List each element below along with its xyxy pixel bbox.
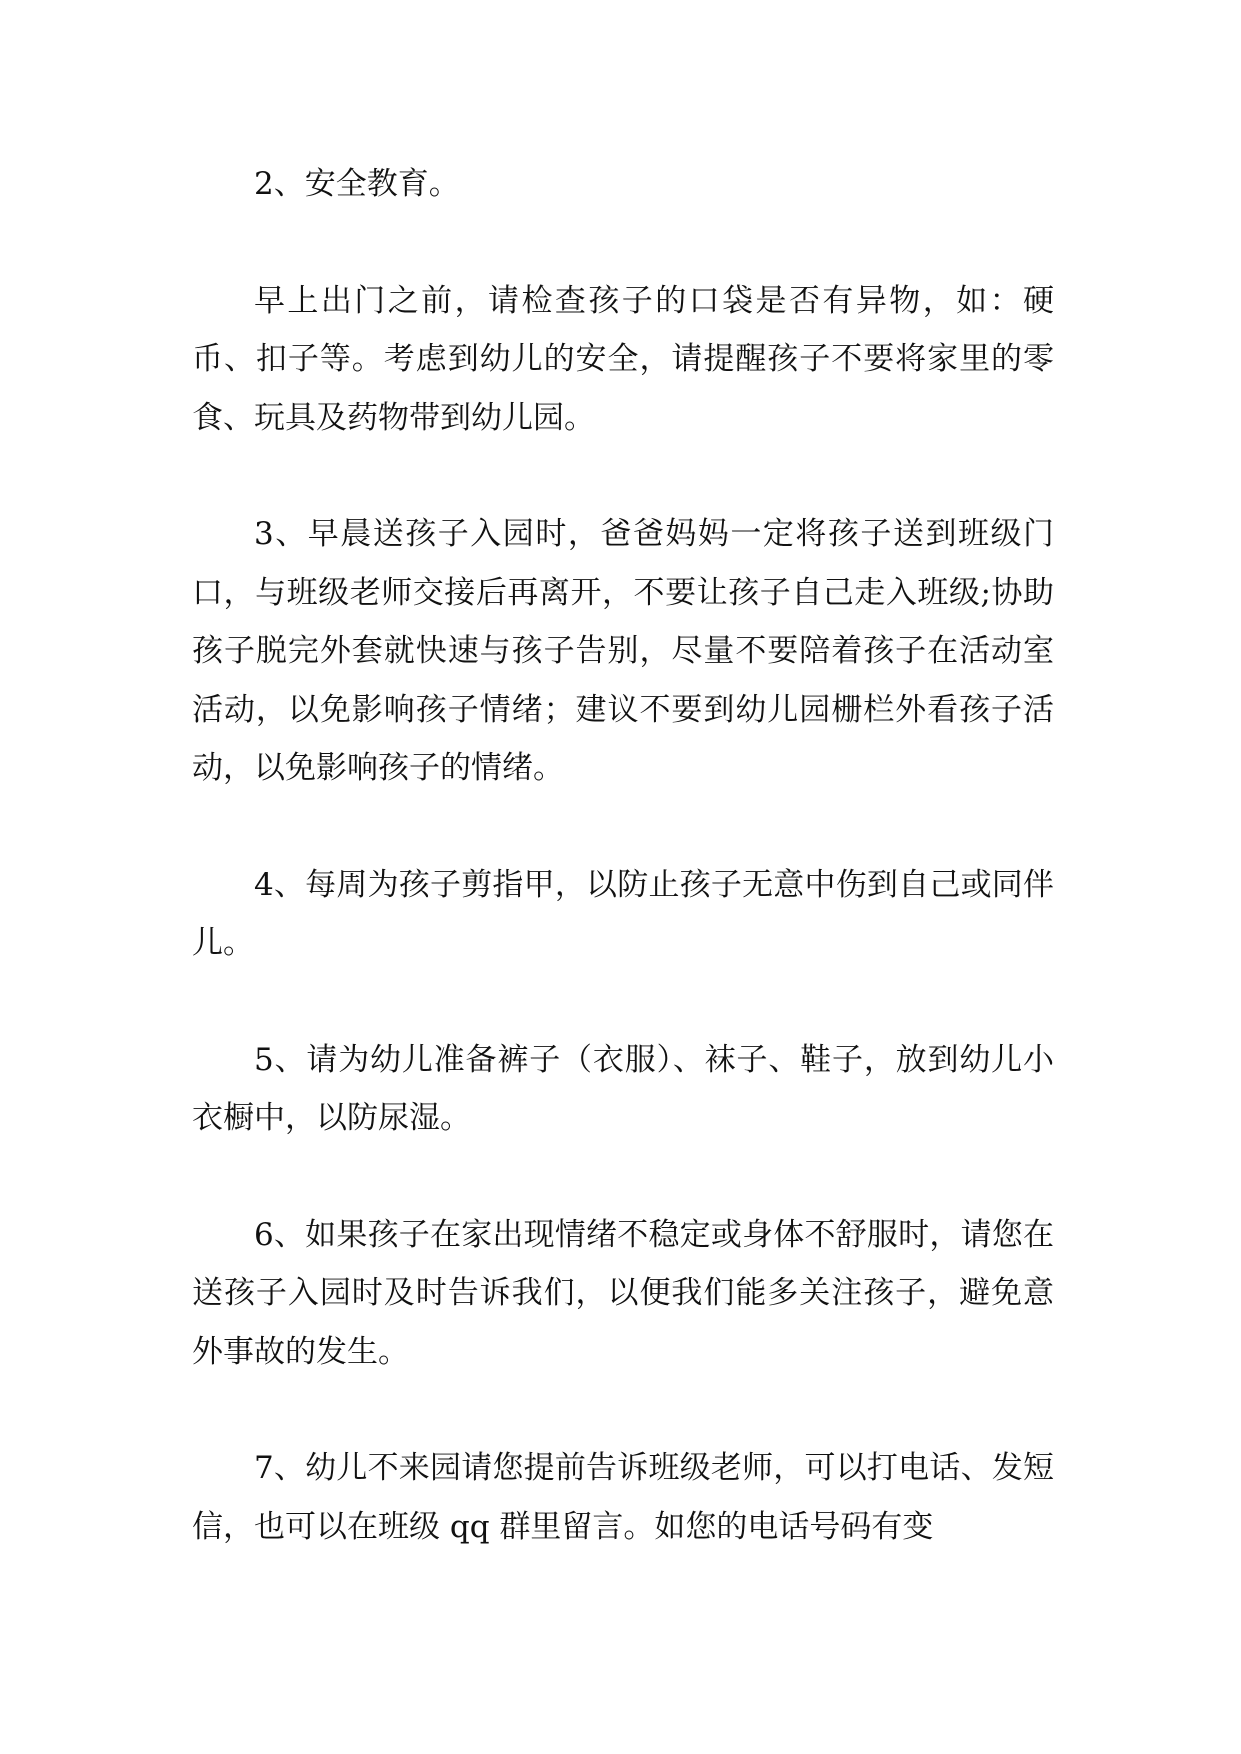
paragraph-absence-notice: 7、幼儿不来园请您提前告诉班级老师，可以打电话、发短信，也可以在班级 qq 群里留言。如您的电话号码有变 [192, 1450, 1054, 1545]
paragraph-spare-clothes: 5、请为幼儿准备裤子（衣服）、袜子、鞋子，放到幼儿小衣橱中，以防尿湿。 [192, 1041, 1054, 1136]
paragraph-nail-trimming: 4、每周为孩子剪指甲，以防止孩子无意中伤到自己或同伴儿。 [192, 866, 1054, 961]
paragraph-health-notice: 6、如果孩子在家出现情绪不稳定或身体不舒服时，请您在送孩子入园时及时告诉我们，以便我们能多关注孩子，避免意外事故的发生。 [192, 1216, 1054, 1370]
paragraph-drop-off: 3、早晨送孩子入园时，爸爸妈妈一定将孩子送到班级门口，与班级老师交接后再离开，不要让孩子自己走入班级;协助孩子脱完外套就快速与孩子告别，尽量不要陪着孩子在活动室活动，以免影响孩子情绪；建议不要到幼儿园栅栏外看孩子活动，以免影响孩子的情绪。 [192, 516, 1054, 786]
paragraph-safety-heading: 2、安全教育。 [254, 166, 460, 202]
document-body [192, 155, 1054, 1614]
paragraph-pocket-check: 早上出门之前，请检查孩子的口袋是否有异物，如：硬币、扣子等。考虑到幼儿的安全，请提醒孩子不要将家里的零食、玩具及药物带到幼儿园。 [192, 282, 1054, 436]
